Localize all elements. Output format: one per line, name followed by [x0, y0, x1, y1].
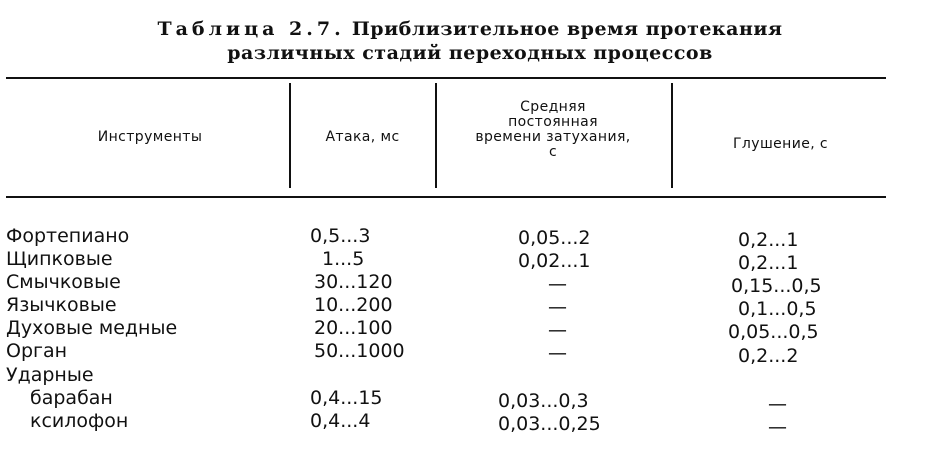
- column-divider-1: [289, 83, 291, 188]
- row-name-percussion: Ударные: [6, 364, 94, 386]
- row-damping-pianoforte: 0,2...1: [738, 229, 799, 251]
- header-attack: Атака, мс: [325, 129, 400, 145]
- row-decay-drum: 0,03...0,3: [498, 390, 589, 412]
- row-attack-pianoforte: 0,5...3: [310, 225, 371, 247]
- row-damping-bowed: 0,15...0,5: [731, 275, 822, 297]
- row-damping-brass: 0,05...0,5: [728, 321, 819, 343]
- row-attack-drum: 0,4...15: [310, 387, 383, 409]
- row-decay-reed: —: [548, 296, 567, 318]
- row-decay-plucked: 0,02...1: [518, 250, 591, 272]
- row-decay-organ: —: [548, 342, 567, 364]
- row-name-xylophone: ксилофон: [30, 410, 129, 432]
- row-decay-bowed: —: [548, 273, 567, 295]
- row-decay-brass: —: [548, 319, 567, 341]
- row-name-bowed: Смычковые: [6, 271, 121, 293]
- table-caption-label: Таблица 2.7.: [157, 18, 345, 40]
- header-damping: Глушение, с: [732, 136, 829, 152]
- table-caption-text-1: Приблизительное время протекания: [351, 18, 783, 40]
- row-name-plucked: Щипковые: [6, 248, 113, 270]
- row-damping-organ: 0,2...2: [738, 345, 799, 367]
- row-damping-reed: 0,1...0,5: [738, 298, 817, 320]
- row-decay-pianoforte: 0,05...2: [518, 227, 591, 249]
- row-attack-organ: 50...1000: [314, 340, 405, 362]
- table-caption-line2: различных стадий переходных процессов: [227, 42, 713, 64]
- row-attack-reed: 10...200: [314, 294, 393, 316]
- header-decay-line1: Средняя: [520, 99, 586, 115]
- row-name-brass: Духовые медные: [6, 317, 178, 339]
- row-name-drum: барабан: [30, 387, 113, 409]
- header-decay-line2: постоянная: [508, 114, 598, 130]
- header-instruments: Инструменты: [97, 129, 203, 145]
- row-attack-brass: 20...100: [314, 317, 393, 339]
- row-decay-xylophone: 0,03...0,25: [498, 413, 601, 435]
- table-header-rule: [6, 196, 886, 198]
- table-top-rule: [6, 77, 886, 79]
- column-divider-3: [671, 83, 673, 188]
- row-damping-xylophone: —: [768, 416, 787, 438]
- row-name-pianoforte: Фортепиано: [6, 225, 130, 247]
- table-caption-line1: [0, 18, 940, 40]
- row-damping-drum: —: [768, 393, 787, 415]
- header-decay-line3: времени затухания,: [475, 129, 631, 145]
- row-name-reed: Язычковые: [6, 294, 117, 316]
- header-decay-line4: с: [548, 144, 558, 160]
- row-name-organ: Орган: [6, 340, 68, 362]
- row-damping-plucked: 0,2...1: [738, 252, 799, 274]
- row-attack-plucked: 1...5: [322, 248, 365, 270]
- header-decay: [437, 100, 669, 160]
- row-attack-bowed: 30...120: [314, 271, 393, 293]
- row-attack-xylophone: 0,4...4: [310, 410, 371, 432]
